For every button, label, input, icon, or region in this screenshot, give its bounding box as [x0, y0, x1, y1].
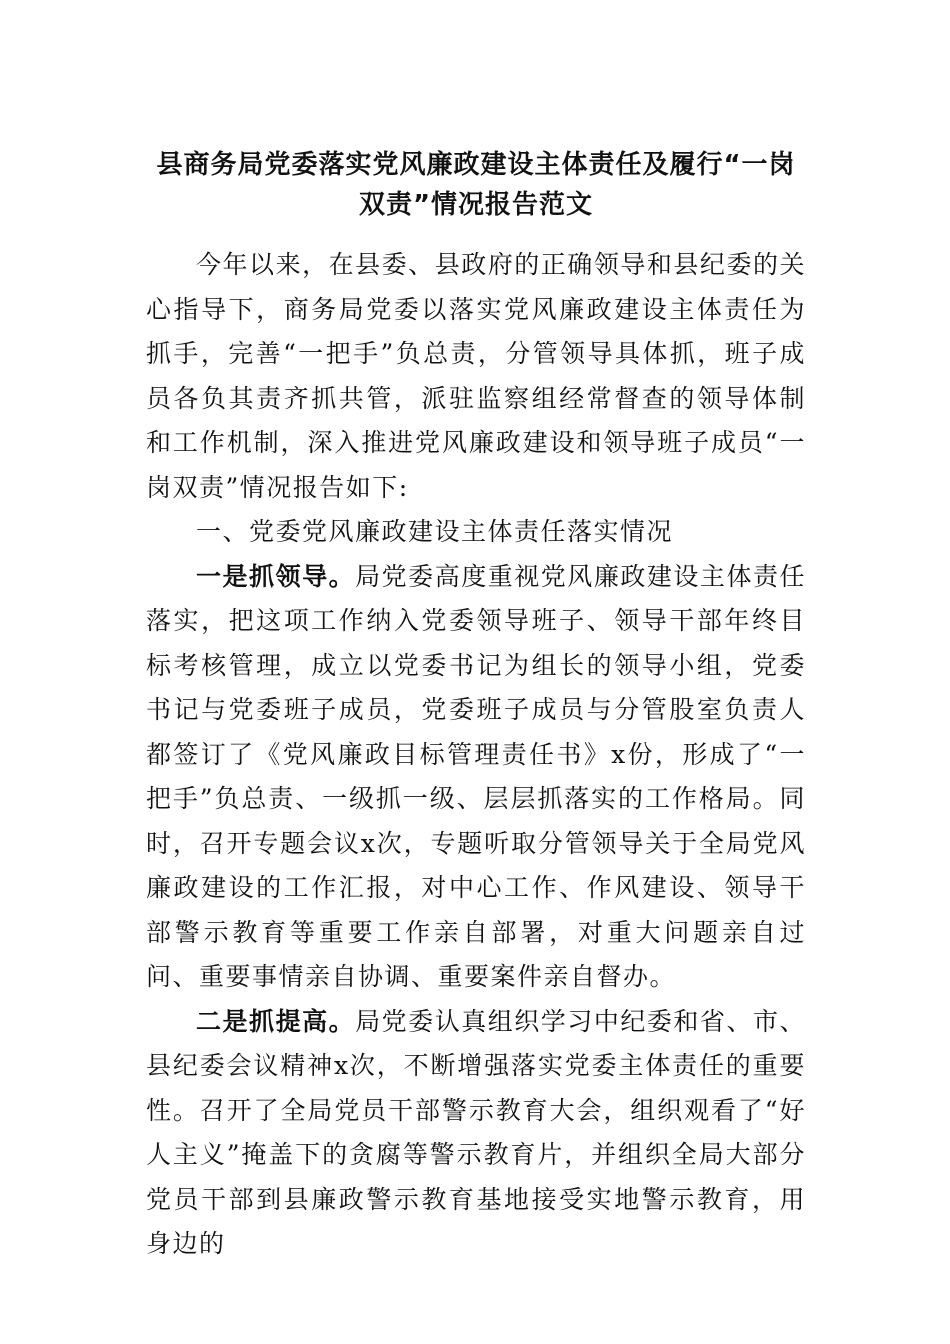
intro-paragraph: 今年以来，在县委、县政府的正确领导和县纪委的关心指导下，商务局党委以落实党风廉政建设主体责任为抓手，完善“一把手”负总责，分管领导具体抓，班子成员各负其责齐抓共管，派驻监察组经常督查的领导体制和工作机制，深入推进党风廉政建设和领导班子成员“一岗双责”情况报告如下: — [146, 250, 806, 502]
point-lead-2: 二是抓提高。 — [196, 1006, 356, 1036]
point-paragraph-1 — [146, 555, 806, 1000]
document-title: 县商务局党委落实党风廉政建设主体责任及履行“一岗双责”情况报告范文 — [156, 150, 796, 220]
point-text-2: 局党委认真组织学习中纪委和省、市、县纪委会议精神x次，不断增强落实党委主体责任的重要性。召开了全局党员干部警示教育大会，组织观看了“好人主义”掩盖下的贪腐等警示教育片，并组织全局大部分党员干部到县廉政警示教育基地接受实地警示教育，用身边的 — [146, 1006, 806, 1258]
document-page — [146, 145, 806, 1267]
point-lead-1: 一是抓领导。 — [196, 561, 356, 591]
section-heading: 一、党委党风廉政建设主体责任落实情况 — [196, 517, 674, 546]
point-text-1: 局党委高度重视党风廉政建设主体责任落实，把这项工作纳入党委领导班子、领导干部年终目标考核管理，成立以党委书记为组长的领导小组，党委书记与党委班子成员，党委班子成员与分管股室负责人都签订了《党风廉政目标管理责任书》x份，形成了“一把手”负总责、一级抓一级、层层抓落实的工作格局。同时，召开专题会议x次，专题听取分管领导关于全局党风廉政建设的工作汇报，对中心工作、作风建设、领导干部警示教育等重要工作亲自部署，对重大问题亲自过问、重要事情亲自协调、重要案件亲自督办。 — [146, 561, 806, 991]
point-paragraph-2 — [146, 1000, 806, 1267]
